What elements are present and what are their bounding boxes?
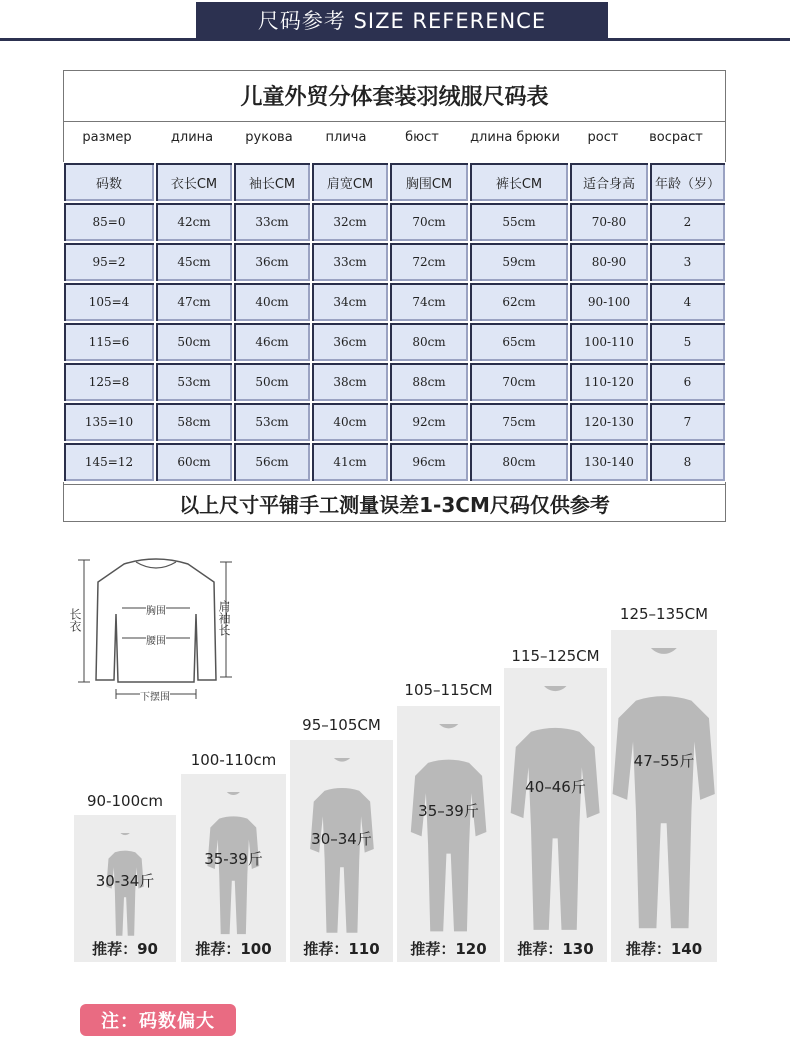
table-row (63, 322, 726, 362)
column-header: 适合身高 (569, 162, 649, 202)
table-cell: 55cm (469, 202, 569, 242)
table-cell: 72cm (389, 242, 469, 282)
table-cell: 38cm (311, 362, 389, 402)
table-row (63, 362, 726, 402)
child-silhouette-icon (498, 686, 612, 940)
table-cell: 70cm (389, 202, 469, 242)
weight-label: 35–39斤 (418, 802, 479, 820)
column-header: 胸围CM (389, 162, 469, 202)
table-cell: 6 (649, 362, 726, 402)
table-cell: 120-130 (569, 402, 649, 442)
russian-header-6: рост (587, 130, 619, 145)
table-cell: 70cm (469, 362, 569, 402)
table-cell: 70-80 (569, 202, 649, 242)
waist-label: 腰围 (146, 632, 166, 647)
table-cell: 4 (649, 282, 726, 322)
table-cell: 53cm (155, 362, 233, 402)
height-label: 100-110cm (190, 751, 277, 769)
russian-header-row (63, 130, 726, 154)
table-cell: 115=6 (63, 322, 155, 362)
table-cell: 75cm (469, 402, 569, 442)
table-cell: 42cm (155, 202, 233, 242)
recommended-size: 推荐：100 (195, 940, 272, 958)
table-cell: 130-140 (569, 442, 649, 482)
table-cell: 135=10 (63, 402, 155, 442)
table-cell: 125=8 (63, 362, 155, 402)
size-table-title: 儿童外贸分体套装羽绒服尺码表 (63, 70, 726, 122)
size-table-footer: 以上尺寸平铺手工测量误差1-3CM尺码仅供参考 (63, 484, 726, 522)
height-label: 95–105CM (302, 716, 381, 734)
weight-label: 40–46斤 (525, 778, 586, 796)
table-cell: 95=2 (63, 242, 155, 282)
header-divider (0, 38, 790, 41)
table-cell: 34cm (311, 282, 389, 322)
table-cell: 36cm (233, 242, 311, 282)
table-cell: 80-90 (569, 242, 649, 282)
table-cell: 145=12 (63, 442, 155, 482)
russian-header-4: бюст (405, 130, 439, 145)
child-silhouette-icon (598, 648, 729, 940)
table-cell: 110-120 (569, 362, 649, 402)
table-cell: 41cm (311, 442, 389, 482)
column-header: 裤长CM (469, 162, 569, 202)
table-row (63, 402, 726, 442)
table-header-row (63, 162, 726, 202)
table-cell: 60cm (155, 442, 233, 482)
table-cell: 50cm (233, 362, 311, 402)
column-header: 年龄（岁） (649, 162, 726, 202)
russian-header-5: длина брюки (470, 130, 560, 145)
size-note-badge: 注：码数偏大 (80, 1004, 236, 1036)
weight-label: 47–55斤 (633, 752, 695, 770)
recommended-size: 推荐：130 (517, 940, 594, 958)
table-row (63, 202, 726, 242)
table-cell: 62cm (469, 282, 569, 322)
table-cell: 56cm (233, 442, 311, 482)
recommended-size: 推荐：120 (410, 940, 487, 958)
recommended-size: 推荐：90 (92, 940, 158, 958)
recommended-size: 推荐：140 (625, 940, 703, 958)
sleeve-label: 肩袖长 (217, 600, 231, 636)
weight-label: 30-34斤 (95, 872, 155, 890)
russian-header-7: восраст (649, 130, 703, 145)
table-cell: 92cm (389, 402, 469, 442)
table-cell: 40cm (233, 282, 311, 322)
table-cell: 105=4 (63, 282, 155, 322)
table-cell: 88cm (389, 362, 469, 402)
table-cell: 47cm (155, 282, 233, 322)
table-cell: 7 (649, 402, 726, 442)
russian-header-2: рукова (245, 130, 293, 145)
hem-label: 下摆围 (140, 688, 170, 703)
height-label: 125–135CM (619, 605, 709, 623)
height-label: 90-100cm (87, 792, 163, 810)
height-label: 105–115CM (404, 681, 493, 699)
table-cell: 90-100 (569, 282, 649, 322)
table-cell: 96cm (389, 442, 469, 482)
russian-header-1: длина (170, 130, 214, 145)
recommended-size: 推荐：110 (303, 940, 380, 958)
chest-label: 胸围 (146, 602, 166, 617)
table-cell: 59cm (469, 242, 569, 282)
table-cell: 46cm (233, 322, 311, 362)
table-row (63, 242, 726, 282)
russian-header-0: размер (82, 130, 132, 145)
table-cell: 74cm (389, 282, 469, 322)
table-cell: 8 (649, 442, 726, 482)
table-cell: 32cm (311, 202, 389, 242)
weight-label: 35-39斤 (204, 850, 263, 868)
section-title: 尺码参考 SIZE REFERENCE (257, 9, 547, 33)
table-cell: 65cm (469, 322, 569, 362)
table-cell: 80cm (389, 322, 469, 362)
garment-diagram (66, 552, 246, 702)
table-cell: 40cm (311, 402, 389, 442)
table-cell: 5 (649, 322, 726, 362)
table-cell: 100-110 (569, 322, 649, 362)
table-cell: 2 (649, 202, 726, 242)
table-cell: 3 (649, 242, 726, 282)
table-cell: 36cm (311, 322, 389, 362)
column-header: 码数 (63, 162, 155, 202)
column-header: 肩宽CM (311, 162, 389, 202)
table-cell: 85=0 (63, 202, 155, 242)
child-silhouette-icon (400, 724, 497, 940)
column-header: 衣长CM (155, 162, 233, 202)
weight-label: 30–34斤 (311, 830, 372, 848)
length-label: 长衣 (68, 608, 82, 632)
table-cell: 58cm (155, 402, 233, 442)
table-cell: 33cm (233, 202, 311, 242)
table-cell: 50cm (155, 322, 233, 362)
section-header (196, 2, 608, 38)
table-row (63, 282, 726, 322)
table-cell: 80cm (469, 442, 569, 482)
table-cell: 33cm (311, 242, 389, 282)
table-cell: 45cm (155, 242, 233, 282)
height-label: 115–125CM (511, 647, 600, 665)
child-silhouette-icon (301, 758, 383, 940)
table-cell: 53cm (233, 402, 311, 442)
table-row (63, 442, 726, 482)
russian-header-3: плича (325, 130, 367, 145)
column-header: 袖长CM (233, 162, 311, 202)
